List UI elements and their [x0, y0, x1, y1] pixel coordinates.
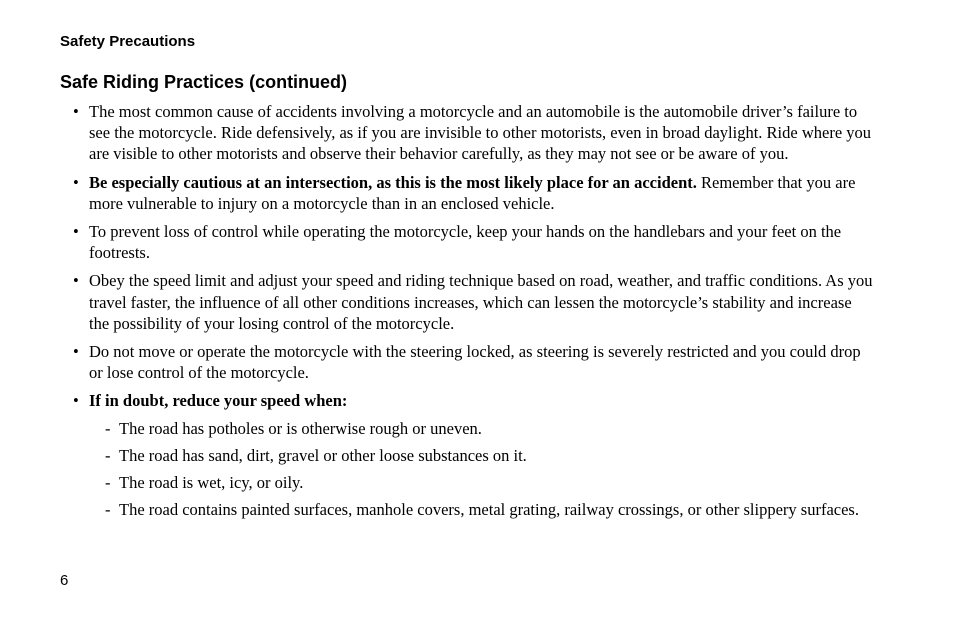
page-heading: Safe Riding Practices (continued): [60, 72, 348, 92]
bullet-item: [73, 390, 873, 520]
bullet-bold-text: If in doubt, reduce your speed when:: [89, 391, 348, 411]
section-header: Safety Precautions: [60, 33, 196, 50]
bullet-text: Remember that you are more vulnerable to injury on a motorcycle than in an enclosed vehicle.: [89, 172, 856, 213]
page-number: 6: [60, 572, 69, 589]
bullet-text: The most common cause of accidents involving a motorcycle and an automobile is the automobile driver’s failure to see the motorcycle. Ride defensively, as if you are invisible to other motorists, even in broad daylight. Ride where you are visible to other motorists and observe their behavior carefully, as they may not see or be aware of you.: [89, 102, 872, 164]
sub-item: - The road has potholes or is otherwise rough or uneven.: [103, 418, 873, 439]
bullet-bold-text: Be especially cautious at an intersection, as this is the most likely place for an accident.: [89, 172, 697, 192]
sub-item: - The road is wet, icy, or oily.: [103, 472, 873, 493]
bullet-item: [73, 101, 873, 165]
bullet-item: [73, 270, 873, 334]
bullet-item: [73, 172, 873, 214]
bullet-item: [73, 341, 873, 383]
safety-bullet-list: [73, 101, 873, 527]
bullet-text: Do not move or operate the motorcycle with the steering locked, as steering is severely restricted and you could drop or lose control of the motorcycle.: [89, 342, 861, 383]
bullet-text: Obey the speed limit and adjust your speed and riding technique based on road, weather, and traffic conditions. As you travel faster, the influence of all other conditions increases, which can lessen the motorcycle’s stability and increase the possibility of your losing control of the motorcycle.: [89, 271, 873, 333]
reduce-speed-sublist: [89, 418, 873, 521]
bullet-item: [73, 221, 873, 263]
sub-item: - The road has sand, dirt, gravel or other loose substances on it.: [103, 445, 873, 466]
bullet-text: To prevent loss of control while operating the motorcycle, keep your hands on the handlebars and your feet on the footrests.: [89, 222, 842, 263]
sub-item: - The road contains painted surfaces, manhole covers, metal grating, railway crossings, or other slippery surfaces.: [103, 499, 873, 520]
